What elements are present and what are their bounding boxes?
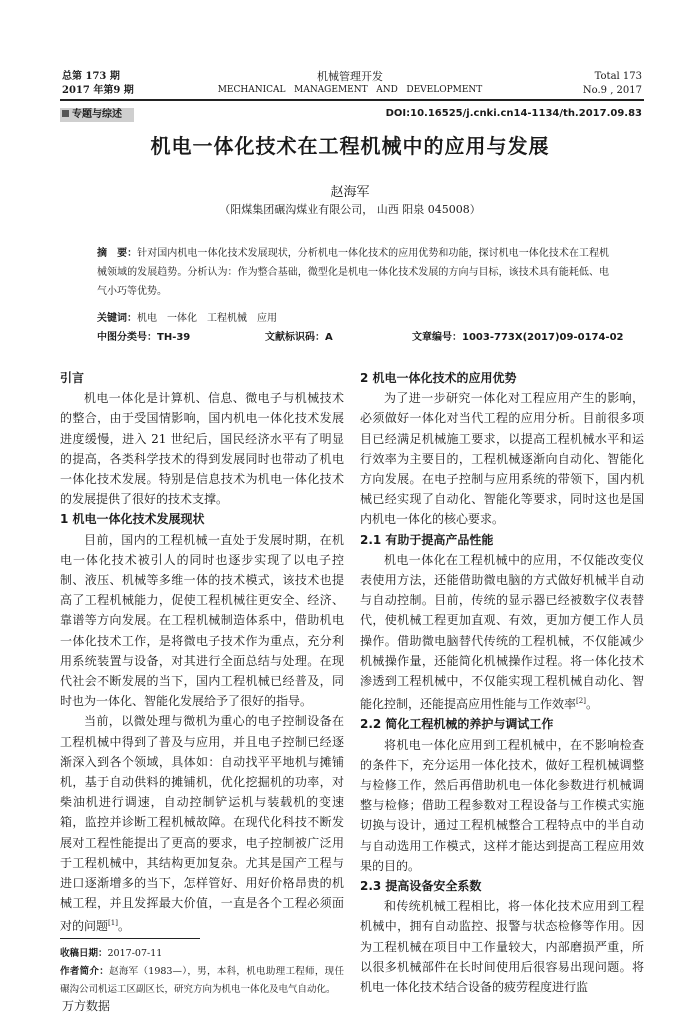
citation-2: [2] <box>576 697 586 706</box>
right-column <box>360 368 644 997</box>
abstract-label: 摘 要： <box>97 248 138 259</box>
section-1-paragraph-1: 目前，国内的工程机械一直处于发展时期，在机电一体化技术被引人的同时也逐步实现了以电子控制、液压、机械等多维一体的技术模式，该技术也提高了工程机械能力，促使工程机械往更安全、经济、靠谱等方向发展。在工程机械制造体系中，借助机电一体化技术工作，是将微电子技术作为重点，充分利用系统装置与设备，对其进行全面总结与处理。在现代社会不断发展的当下，国内工程机械已经普及，同时也为一体化、智能化发展给予了很好的指导。 <box>60 532 344 709</box>
header-rule <box>60 99 644 101</box>
section-2-2-heading: 2.2 简化工程机械的养护与调试工作 <box>360 717 554 732</box>
total-number: Total 173 <box>594 71 642 82</box>
section-1-paragraph-2-end: 。 <box>117 919 130 934</box>
author-bio-text: 赵海军（1983—），男，本科，机电助理工程师，现任碾沟公司机运工区副区长，研究方向为机电一体化及电气自动化。 <box>60 966 344 995</box>
author-name: 赵海军 <box>330 185 370 200</box>
clc-number: 中图分类号：TH-39 <box>97 332 191 343</box>
paper-title: 机电一体化技术在工程机械中的应用与发展 <box>150 134 550 158</box>
issue-number: No.9 , 2017 <box>582 85 642 96</box>
keywords <box>97 309 277 324</box>
left-column <box>60 368 344 937</box>
document-code: 文献标识码：A <box>265 332 333 343</box>
abstract <box>97 244 609 301</box>
received-label: 收稿日期： <box>60 948 108 959</box>
section-2-1-paragraph <box>360 550 644 715</box>
section-2-3-heading: 2.3 提高设备安全系数 <box>360 879 482 894</box>
footnote-rule <box>60 938 200 939</box>
intro-heading: 引言 <box>60 371 85 385</box>
author-bio-label: 作者简介： <box>60 966 110 977</box>
volume-issue: 2017 年第9 期 <box>62 85 134 96</box>
author-affiliation: （阳煤集团碾沟煤业有限公司， 山西 阳泉 045008） <box>219 203 481 216</box>
doi: DOI:10.16525/j.cnki.cn14-1134/th.2017.09.83 <box>385 108 642 119</box>
section-2-3-paragraph: 和传统机械工程相比，将一体化技术应用到工程机械中，拥有自动监控、报警与状态检修等作用。因为工程机械在项目中工作量较大，内部磨损严重，所以很多机械部件在长时间使用后很容易出现问题。将机电一体化技术结合设备的疲劳程度进行监 <box>360 899 644 995</box>
keywords-label: 关键词： <box>97 313 137 324</box>
section-2-2-paragraph: 将机电一体化应用到工程机械中，在不影响检查的条件下，充分运用一体化技术，做好工程机械调整与检修工作，然后再借助机电一体化参数进行机械调整与检修；借助工程参数对工程设备与工作模式实施切换与设计，通过工程机械整合工程特点中的半自动与自动选用工作模式，这样才能达到提高工程应用效果的目的。 <box>360 737 644 873</box>
section-2-1-text: 机电一体化在工程机械中的应用，不仅能改变仪表使用方法，还能借助微电脑的方式做好机械半自动与自动控制。目前，传统的显示器已经被数字仪表替代，使机械工程更加直观、有效，更加方便工作人员操作。借助微电脑替代传统的工程机械，不仅能减少机械操作量，还能简化机械操作过程。将一体化技术渗透到工程机械中，不仅能实现工程机械自动化、智能化控制，还能提高应用性能与工作效率 <box>360 552 644 712</box>
received-value: 2017-07-11 <box>107 948 163 959</box>
keywords-text: 机电 一体化 工程机械 应用 <box>137 313 277 324</box>
section-2-heading: 2 机电一体化技术的应用优势 <box>360 371 517 385</box>
author-bio <box>60 963 344 999</box>
abstract-text: 针对国内机电一体化技术发展现状，分析机电一体化技术的应用优势和功能，探讨机电一体化技术在工程机械领域的发展趋势。分析认为：作为整合基础，微型化是机电一体化技术发展的方向与目标，该技术具有能耗低、电气小巧等优势。 <box>97 248 610 297</box>
square-icon <box>62 110 69 117</box>
journal-title-cn: 机械管理开发 <box>317 70 383 83</box>
section-1-heading: 1 机电一体化技术发展现状 <box>60 512 205 527</box>
footnote <box>60 945 344 999</box>
citation-1: [1] <box>108 919 118 928</box>
section-2-1-heading: 2.1 有助于提高产品性能 <box>360 532 494 547</box>
article-number: 文章编号：1003-773X(2017)09-0174-02 <box>412 332 624 343</box>
section-2-1-end: 。 <box>585 697 598 712</box>
section-1-paragraph-2-text: 当前，以微处理与微机为重心的电子控制设备在工程机械中得到了普及与应用，并且电子控制已经逐渐深入到各个领域，具体如：自动找平平地机与摊铺机，基于自动供料的摊铺机，优化挖掘机的功率，对柴油机进行调速，自动控制铲运机与装载机的变速箱，监控并诊断工程机械故障。在现代化科技不断发展对工程性能提出了更高的要求，电子控制被广泛用于工程机械中，其结构更加复杂。尤其是国产工程与进口逐渐增多的当下，怎样管好、用好价格昂贵的机械工程，并且发挥最大价值，一直是各个工程必须面对的问题 <box>60 714 344 934</box>
section-tag-label: 专题与综述 <box>72 109 122 120</box>
journal-title-en: MECHANICAL MANAGEMENT AND DEVELOPMENT <box>217 85 483 95</box>
section-2-paragraph: 为了进一步研究一体化对工程应用产生的影响，必须做好一体化对当代工程的应用分析。目前很多项目已经满足机械施工要求，以提高工程机械水平和运行效率为主要目的，工程机械逐渐向自动化、智能化方向发展。在电子控制与应用系统的带领下，国内机械已经实现了自动化、智能化等要求，同时这也是国内机电一体化的核心要求。 <box>360 391 644 527</box>
volume-total: 总第 173 期 <box>62 71 120 82</box>
watermark: 万方数据 <box>62 999 111 1013</box>
section-1-paragraph-2 <box>60 711 344 936</box>
intro-paragraph: 机电一体化是计算机、信息、微电子与机械技术的整合，由于受国情影响，国内机电一体化技术发展进度缓慢，进入 21 世纪后，国民经济水平有了明显的提高，各类科学技术的得到发展同时也带动了机电一体化技术发展。特别是信息技术为机电一体化技术的发展提供了很好的技术支撑。 <box>60 391 344 507</box>
section-tag <box>60 108 134 122</box>
received-date <box>60 945 344 963</box>
